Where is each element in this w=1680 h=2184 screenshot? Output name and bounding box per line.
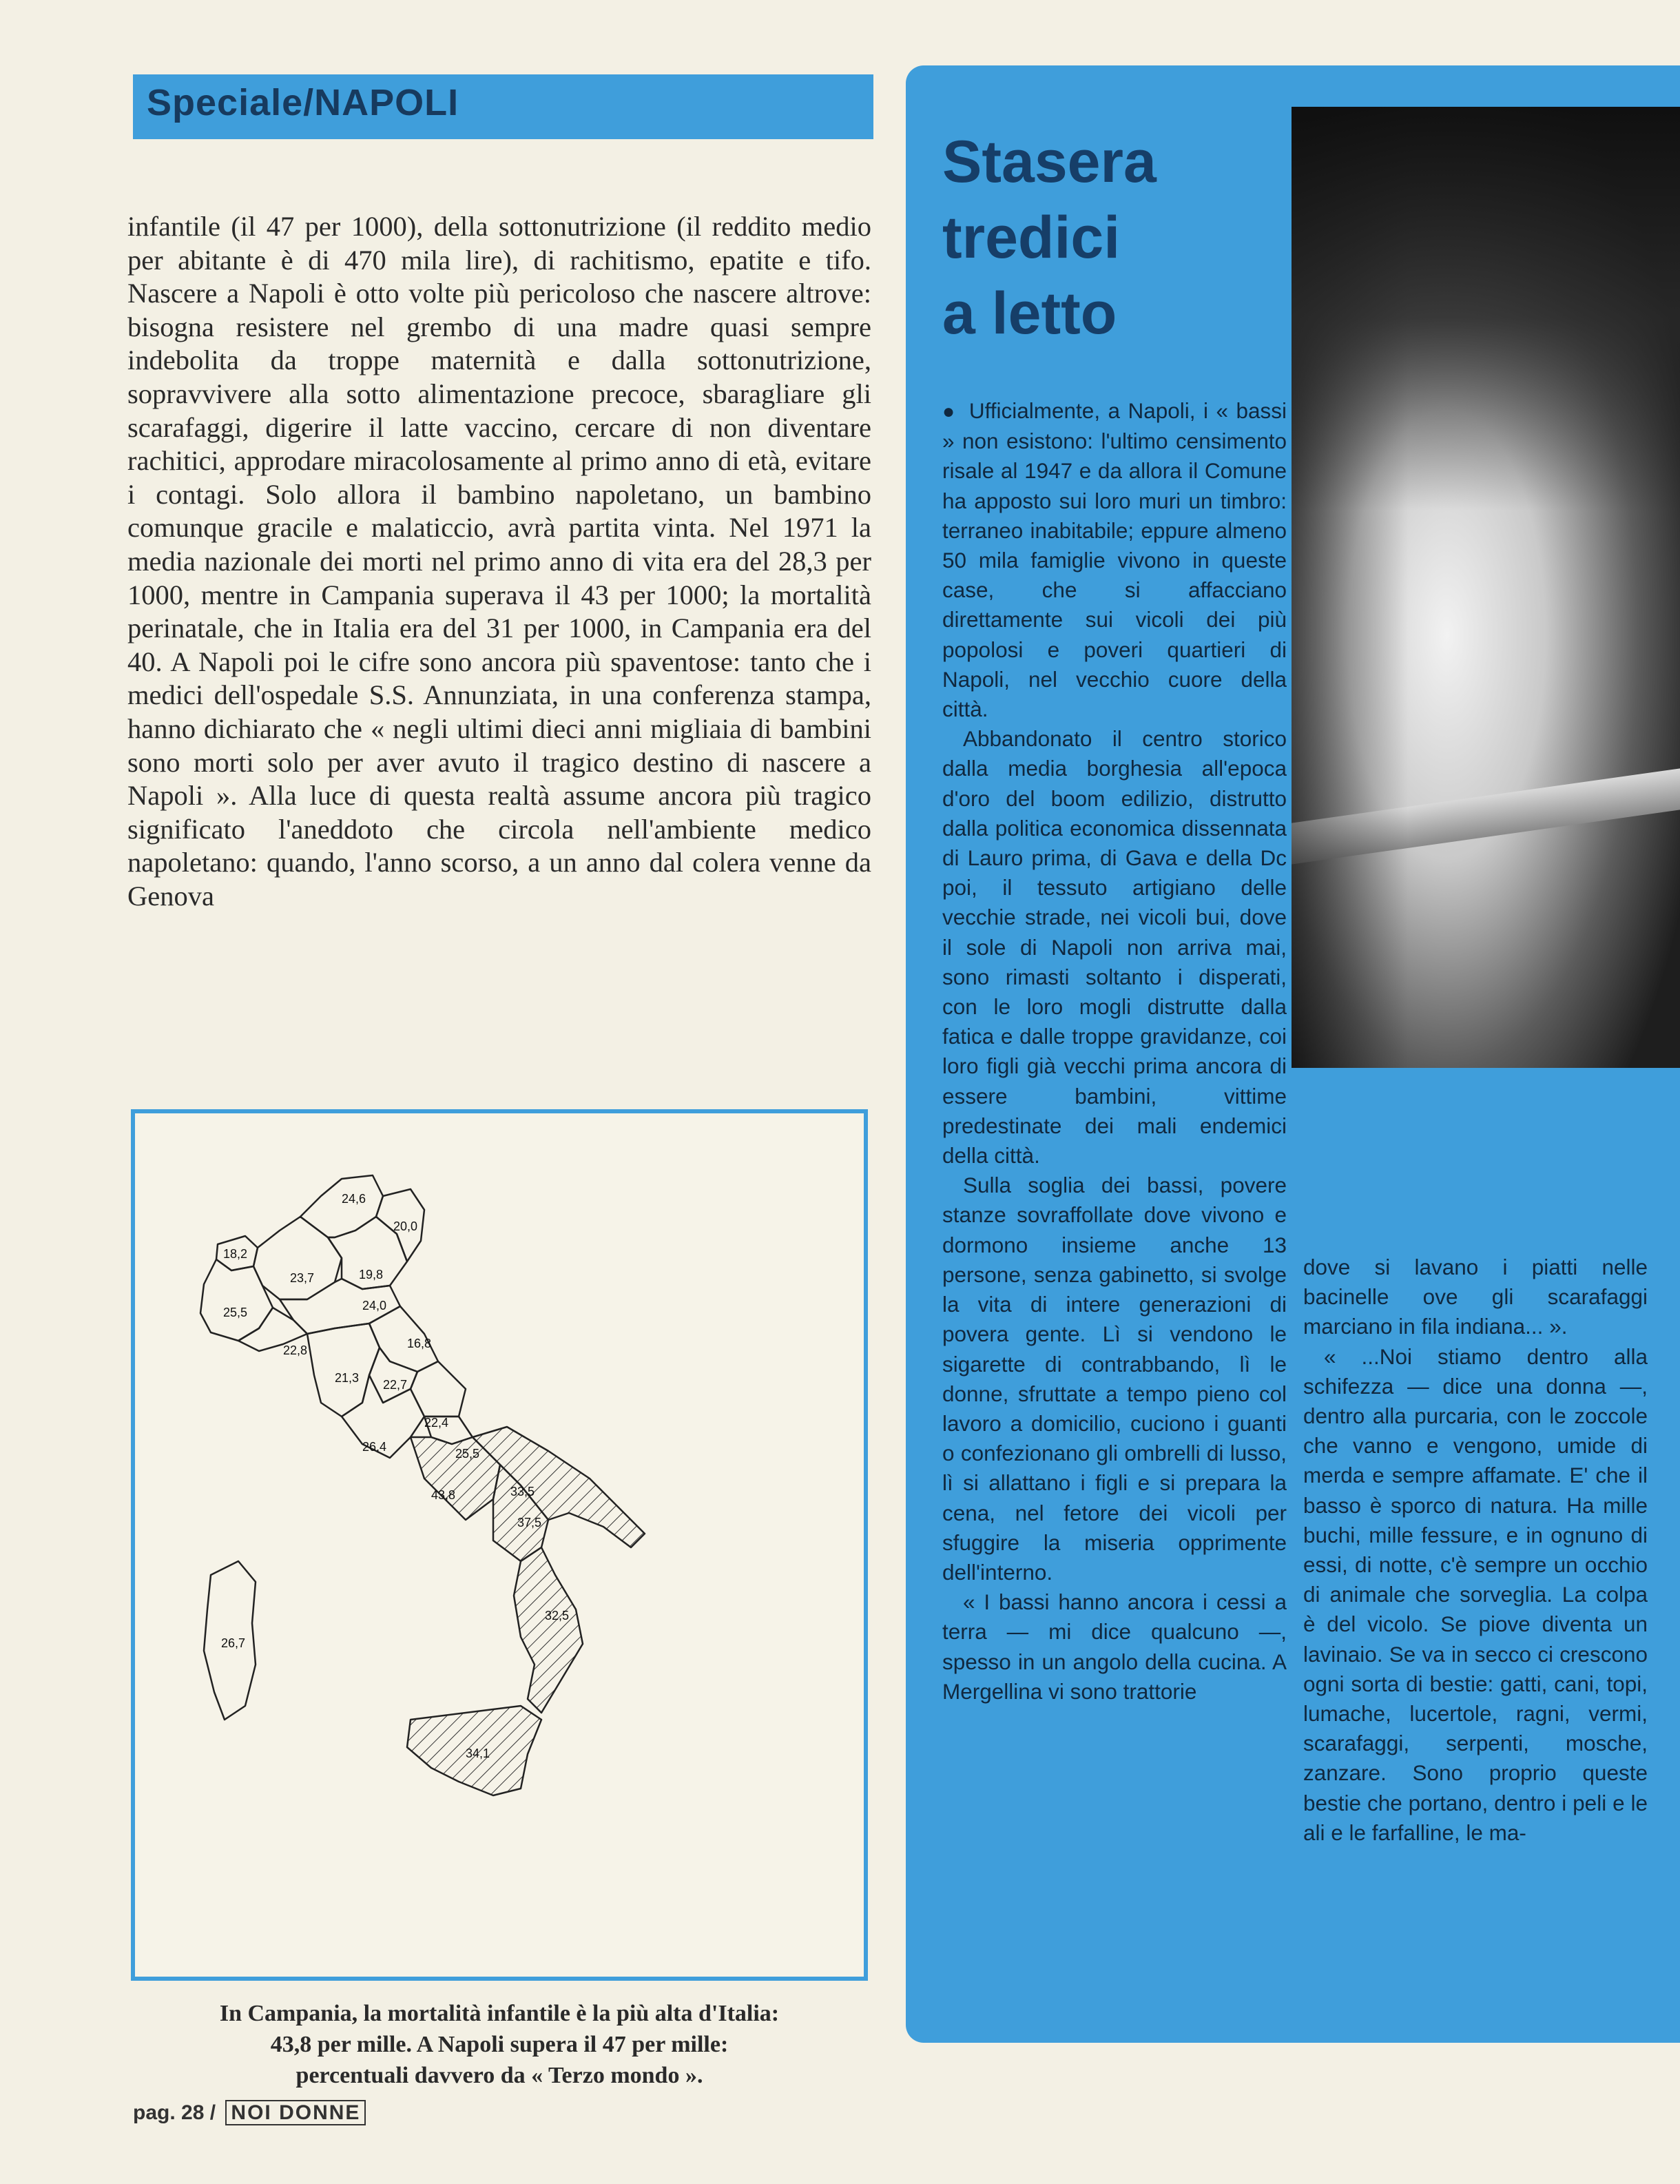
sidebar-paragraph: « ...Noi stiamo dentro alla schifezza — dice una donna —, dentro alla purcaria, con le zoccole che vanno e vengono, umide di merda e sempre affamate. E' che il basso è sporco di natura. Ha mille buchi, mille fessure, e in ognuno di essi, di notte, c'è sempre un occhio di animale che sorveglia. La colpa è del vicolo. Se piove diventa un lavinaio. Se va in secco ci crescono ogni sorta di bestie: gatti, cani, topi, lumache, lucertole, ragni, vermi, scarafaggi, serpenti, mosche, zanzare. Sono proprio queste bestie che portano, dentro i peli e le ali e le farfalline, le ma- (1303, 1343, 1648, 1845)
headline-line: Stasera (942, 129, 1157, 195)
map-label: 33,5 (510, 1485, 535, 1498)
map-label: 16,8 (407, 1337, 432, 1350)
sidebar-column-2 (1303, 1253, 1648, 1848)
italy-map-svg (135, 1113, 864, 1977)
sidebar-column-1 (942, 396, 1287, 1707)
caption-line: 43,8 per mille. A Napoli supera il 47 per mille: (270, 2032, 729, 2057)
map-label: 18,2 (223, 1247, 248, 1261)
map-label: 32,5 (545, 1609, 570, 1622)
sidebar-paragraph (942, 396, 1287, 724)
map-label: 22,8 (283, 1343, 308, 1357)
main-article-paragraph: infantile (il 47 per 1000), della sottonutrizione (il reddito medio per abitante è di 470 mila lire), di rachitismo, epatite e tifo. Nascere a Napoli è otto volte più pericoloso che nascere altrove: bisogna resistere nel grembo di una madre quasi sempre indebolita da troppe maternità e dalla sottonutrizione, sopravvivere alla sotto alimentazione precoce, sbaragliare gli scarafaggi, digerire il latte vaccino, cercare di non diventare rachitici, approdare miracolosamente al primo anno di età, evitare i contagi. Solo allora il bambino napoletano, un bambino comunque gracile e malaticcio, avrà partita vinta. Nel 1971 la media nazionale dei morti nel primo anno di vita era del 28,3 per 1000, mentre in Campania superava il 43 per 1000; la mortalità perinatale, che in Italia era del 31 per 1000, in Campania era del 40. A Napoli poi le cifre sono ancora più spaventose: tanto che i medici dell'ospedale S.S. Annunziata, in una conferenza stampa, hanno dichiarato che « negli ultimi dieci anni migliaia di bambini sono morti solo per aver avuto il tragico destino di nascere a Napoli ». Alla luce di questa realtà assume ancora più tragico significato l'aneddoto che circola nell'ambiente medico napoletano: quando, l'anno scorso, a un anno dal colera venne da Genova (127, 211, 871, 911)
map-label: 20,0 (393, 1219, 418, 1233)
footer-separator: / (209, 2101, 216, 2124)
headline-line: a letto (942, 280, 1117, 347)
sidebar-paragraph: dove si lavano i piatti nelle bacinelle ove gli scarafaggi marciano in fila indiana... ». (1303, 1255, 1648, 1339)
bullet-icon: ● (942, 400, 957, 423)
map-label: 23,7 (290, 1271, 315, 1285)
section-header-label: Speciale/NAPOLI (147, 82, 459, 123)
sidebar-paragraph: « I bassi hanno ancora i cessi a terra — mi dice qualcuno —, spesso in un angolo della cucina. A Mergellina vi sono trattorie (942, 1589, 1287, 1704)
map-label: 21,3 (335, 1371, 360, 1385)
map-label: 19,8 (359, 1268, 384, 1281)
region-toscana (307, 1323, 380, 1416)
caption-line: percentuali davvero da « Terzo mondo ». (295, 2063, 703, 2088)
map-caption (131, 1998, 868, 2091)
map-label: 24,6 (342, 1192, 366, 1206)
map-label: 25,5 (223, 1306, 248, 1319)
photo-shading (1292, 107, 1680, 1068)
map-label: 24,0 (362, 1299, 387, 1312)
map-label: 26,7 (221, 1636, 246, 1650)
map-label: 22,4 (424, 1416, 449, 1430)
italy-map-figure (131, 1109, 868, 1981)
region-piemonte (200, 1259, 273, 1341)
region-trentino (300, 1175, 383, 1237)
section-header-bar (133, 74, 873, 139)
page-footer (133, 2101, 366, 2125)
map-label: 34,1 (466, 1747, 490, 1760)
main-article-column (127, 210, 871, 913)
region-umbria (369, 1348, 417, 1403)
map-label: 25,5 (455, 1447, 480, 1461)
sidebar-paragraph: Abbandonato il centro storico dalla media borghesia all'epoca d'oro del boom edilizio, distrutto dalla politica economica dissennata di Lauro prima, di Gava e della Dc poi, il tessuto artigiano delle vecchie strade, nei vicoli bui, dove il sole di Napoli non arriva mai, sono rimasti soltanto i disperati, con le loro mogli distrutte dalla fatica e dalle troppe gravidanze, coi loro figli già vecchi prima ancora di essere bambini, vittime predestinate dei mali endemici della città. (942, 726, 1287, 1168)
map-label: 43,8 (431, 1488, 456, 1502)
sidebar-headline (942, 124, 1280, 351)
sidebar-paragraph: Sulla soglia dei bassi, povere stanze sovraffollate dove vivono e dormono insieme anche 13 persone, senza gabinetto, si svolge la vita di intere generazioni di povera gente. Lì si vendono le sigarette di contrabbando, lì le donne, sfruttate a tempo pieno col lavoro a domicilio, cuciono i guanti o confezionano gli ombrelli di lusso, lì si allattano i figli e si prepara la cena, nel fetore dei vicoli per sfuggire la miseria opprimente dell'interno. (942, 1173, 1287, 1585)
baby-photo (1292, 107, 1680, 1068)
headline-line: tredici (942, 205, 1121, 271)
page-number: pag. 28 (133, 2101, 205, 2124)
map-label: 37,5 (517, 1516, 542, 1529)
caption-line: In Campania, la mortalità infantile è la più alta d'Italia: (219, 2001, 780, 2026)
sidebar-paragraph-text: Ufficialmente, a Napoli, i « bassi » non esistono: l'ultimo censimento risale al 1947 e da allora il Comune ha apposto sui loro muri un timbro: terraneo inabitabile; eppure almeno 50 mila famiglie vivono in queste case, che si affacciano direttamente sui vicoli dei più popolosi e poveri quartieri di Napoli, nel vecchio cuore della città. (942, 398, 1287, 722)
region-abruzzo (411, 1361, 466, 1416)
map-label: 26,4 (362, 1440, 387, 1454)
region-calabria (514, 1547, 583, 1713)
map-label: 22,7 (383, 1378, 408, 1392)
magazine-logo: NOI DONNE (225, 2100, 366, 2125)
